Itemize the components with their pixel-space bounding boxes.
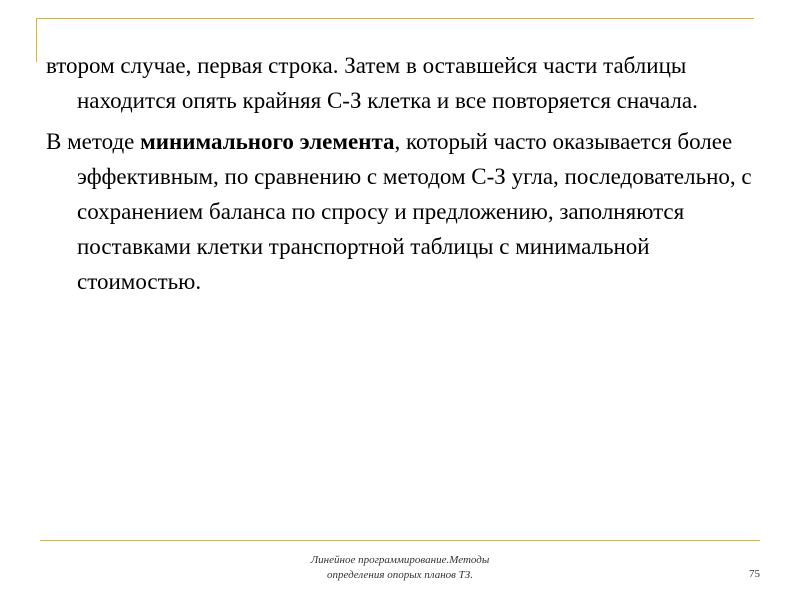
page-number: 75 [749,568,760,580]
paragraph-2 [46,124,756,299]
footer-title-line-1: Линейное программирование.Методы [310,554,490,566]
paragraph-2-rest: , который часто оказывается более эффективным, по сравнению с методом С-З угла, последовательно, с сохранением баланса по спросу и предложению, заполняются поставками клетки транспортной таблицы с минимальной стоимостью. [77,129,752,294]
footer-title [240,553,560,583]
top-decorative-rule [36,18,754,19]
slide-body [46,48,756,305]
paragraph-2-bold-term: минимального элемента [140,129,395,154]
left-decorative-rule [36,18,37,62]
paragraph-1: втором случае, первая строка. Затем в оставшейся части таблицы находится опять крайняя С-З клетка и все повторяется сначала. [46,53,698,113]
paragraph-2-start: В методе [46,129,141,154]
footer-title-line-2: определения опорых планов ТЗ. [327,569,473,581]
bottom-decorative-rule [40,540,760,541]
